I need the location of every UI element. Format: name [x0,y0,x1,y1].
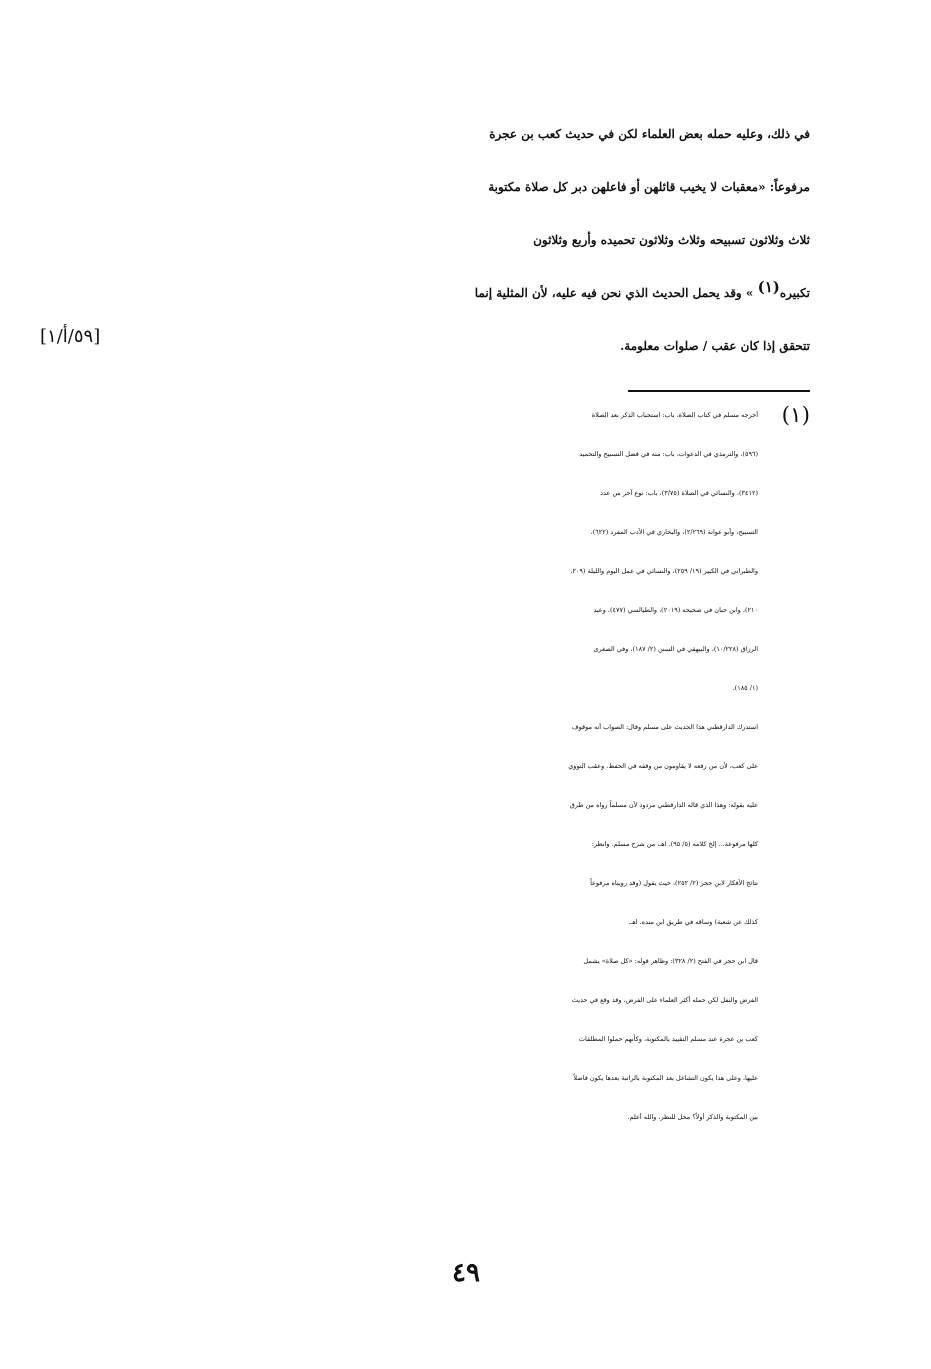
manuscript-folio-reference: [٥٩/أ/١] [40,326,101,347]
footnote-line: قال ابن حجر في الفتح (٢/ ٣٢٨): وظاهر قوله: «كل صلاة» يشمل [583,957,758,965]
footnote-line: كلها مرفوعة... إلخ كلامه (٥/ ٩٥). اهـ، من شرح مسلم. وانظر: [591,840,758,848]
footnote-line: أخرجه مسلم في كتاب الصلاة، باب: استحباب الذكر بعد الصلاة [591,411,758,419]
main-text-line: ثلاث وثلاثون تسبيحه وثلاث وثلاثون تحميده وأربع وثلاثون [533,233,810,247]
footnote-line: عليها، وعلى هذا يكون التشاغل بعد المكتوبة بالراتبة بعدها يكون فاصلاً [573,1074,758,1082]
footnote-line: كذلك عن شعبة) وساقه في طريق ابن منده. اهـ. [628,918,758,926]
footnote-line: والطبراني في الكبير (١٩/ ٢٥٩)، والنسائي في عمل اليوم والليلة (٢٠٩، [570,567,758,575]
footnote-line: (٣٤١٢)، والنسائي في الصلاة (٣/٧٥)، باب: نوع آخر من عدد [600,489,758,497]
footnote-line: الفرض والنفل لكن حمله أكثر العلماء على الفرض، وقد وقع في حديث [571,996,758,1004]
footnote-line: ٢١٠)، وابن حبان في صحيحه (٢٠١٩)، والطيالسي (٤٧٧)، وعبد [593,606,758,614]
main-text-fragment: تكبيره [779,286,810,300]
footnote-marker: (١) [757,278,780,296]
footnote-line: عليه بقوله: وهذا الذي قاله الدارقطني مردود لأن مسلماً رواه من طرق [569,801,758,809]
footnote-line: التسبيح، وأبو عوانة (٢/٢٦٩)، والبخاري في الأدب المفرد (٦٢٢)، [590,528,758,536]
page-number: ٤٩ [452,1258,480,1288]
main-text-line: مرفوعاً: «معقبات لا يخيب قائلهن أو فاعلهن دبر كل صلاة مكتوبة [488,180,810,194]
footnote-line: كعب بن عجرة عند مسلم التقييد بالمكتوبة، وكأنهم حملوا المطلقات [578,1035,758,1043]
footnote-number: (١) [781,403,810,428]
main-text-line [110,267,810,320]
main-text-block [110,108,810,373]
main-text-line: تتحقق إذا كان عقب / صلوات معلومة. [620,339,810,353]
footnote-line: استدرك الدارقطني هذا الحديث على مسلم وقال: الصواب أنه موقوف [571,723,758,731]
footnote-body [110,396,758,708]
footnotes-section [110,396,810,1137]
footnote-paragraph-ibn-hajar [110,942,758,1137]
main-text-fragment: » وقد يحمل الحديث الذي نحن فيه عليه، لأن المثلية إنما [474,286,754,300]
footnote-line: (٥٩٦)، والترمذي في الدعوات، باب: منه في فضل التسبيح والتحميد [579,450,758,458]
footnote-line: الرزاق (١٠/٢٢٨)، والبيهقي في السنن (٢/ ١٨٧)، وفي الصغرى [593,645,758,653]
footnote-line: على كعب، لأن من رفعه لا يقاومون من وقفه في الحفظ. وعقب النووي [568,762,758,770]
footnote-line: بين المكتوبة والذكر أولاً؟ محل للنظر، والله أعلم. [627,1113,758,1121]
footnote-separator [628,390,810,392]
main-text-line: في ذلك، وعليه حمله بعض العلماء لكن في حديث كعب بن عجرة [489,127,810,141]
footnote-line: نتائج الأفكار لابن حجر (٢/ ٢٥٢)، حيث يقول (وقد رويناه مرفوعاً [590,879,758,887]
footnote-paragraph-daraqutni [110,708,758,942]
footnote-line: (١/ ١٨٥). [732,684,758,692]
